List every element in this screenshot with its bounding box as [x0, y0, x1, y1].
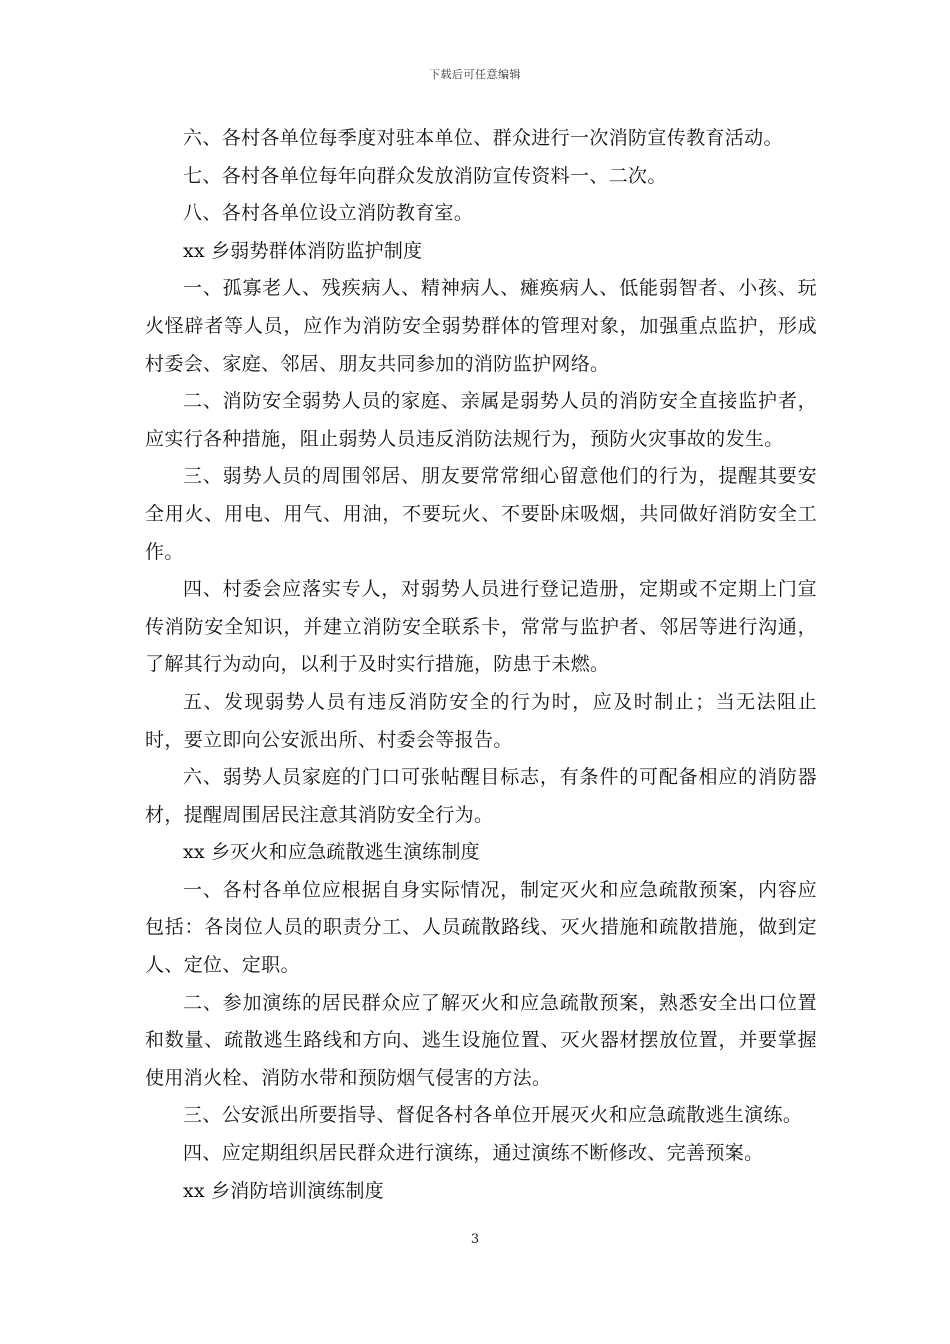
- paragraph: 三、公安派出所要指导、督促各村各单位开展灭火和应急疏散逃生演练。: [183, 1104, 803, 1127]
- paragraph: 八、各村各单位设立消防教育室。: [183, 202, 474, 225]
- page-header: 下载后可任意编辑: [429, 68, 521, 81]
- paragraph: 一、各村各单位应根据自身实际情况，制定灭火和应急疏散预案，内容应包括：各岗位人员的职责分工、人员疏散路线、灭火措施和疏散措施，做到定人、定位、定职。: [145, 878, 817, 977]
- page-number: 3: [470, 1232, 480, 1247]
- paragraph: 一、孤寡老人、残疾病人、精神病人、瘫痪病人、低能弱智者、小孩、玩火怪辟者等人员，应作为消防安全弱势群体的管理对象，加强重点监护，形成村委会、家庭、邻居、朋友共同参加的消防监护网络。: [145, 277, 817, 375]
- section-heading: xx 乡消防培训演练制度: [183, 1179, 384, 1202]
- section-heading: xx 乡灭火和应急疏散逃生演练制度: [183, 841, 480, 864]
- section-heading: xx 乡弱势群体消防监护制度: [183, 239, 423, 262]
- paragraph: 六、各村各单位每季度对驻本单位、群众进行一次消防宣传教育活动。: [183, 127, 783, 149]
- paragraph: 五、发现弱势人员有违反消防安全的行为时，应及时制止；当无法阻止时，要立即向公安派出所、村委会等报告。: [145, 690, 817, 751]
- paragraph: 二、消防安全弱势人员的家庭、亲属是弱势人员的消防安全直接监护者，应实行各种措施，阻止弱势人员违反消防法规行为，预防火灾事故的发生。: [145, 390, 817, 450]
- paragraph: 六、弱势人员家庭的门口可张帖醒目标志，有条件的可配备相应的消防器材，提醒周围居民注意其消防安全行为。: [145, 766, 817, 826]
- document-body: [145, 120, 817, 1210]
- paragraph: 三、弱势人员的周围邻居、朋友要常常细心留意他们的行为，提醒其要安全用火、用电、用气、用油，不要玩火、不要卧床吸烟，共同做好消防安全工作。: [145, 465, 817, 563]
- paragraph: 四、应定期组织居民群众进行演练，通过演练不断修改、完善预案。: [183, 1142, 764, 1165]
- paragraph: 四、村委会应落实专人，对弱势人员进行登记造册，定期或不定期上门宣传消防安全知识，并建立消防安全联系卡，常常与监护者、邻居等进行沟通，了解其行为动向，以利于及时实行措施，防患于未燃。: [145, 578, 817, 676]
- paragraph: 七、各村各单位每年向群众发放消防宣传资料一、二次。: [183, 164, 667, 187]
- paragraph: 二、参加演练的居民群众应了解灭火和应急疏散预案，熟悉安全出口位置和数量、疏散逃生路线和方向、逃生设施位置、灭火器材摆放位置，并要掌握使用消火栓、消防水带和预防烟气侵害的方法。: [145, 991, 817, 1089]
